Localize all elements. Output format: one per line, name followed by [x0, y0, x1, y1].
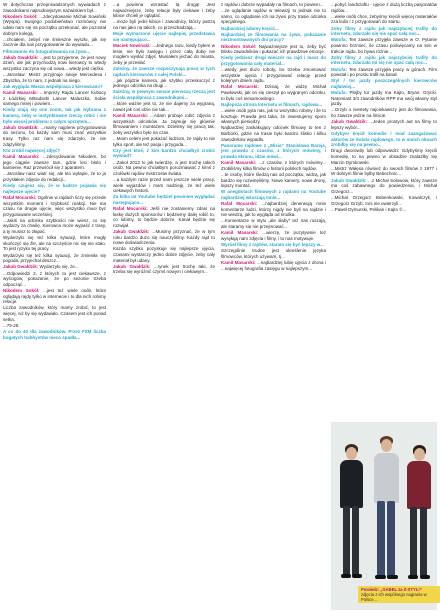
paragraph	[3, 37, 106, 48]
speaker-name: Nikodem Sokół:	[221, 43, 257, 49]
paragraph	[3, 107, 106, 124]
article-column-4	[331, 2, 437, 420]
paragraph-text: W dotychczas przeprowadzonych wywiadach z zawodnikami najtrudniejszym nazwiskiem był...	[3, 2, 106, 13]
paragraph-text: Najważniejsze jest to, żeby być blisko zawodników i pokazać ich prawdziwe emocje.	[221, 43, 326, 55]
paragraph	[221, 143, 326, 160]
speaker-name: Maciek Nowiński:	[113, 42, 151, 48]
paragraph-text: ...wierzę, że pozytywnie też wysyłają nam zdjęcia i filmy, i to nas motywuje.	[221, 230, 326, 241]
paragraph-text: ...Jeden prostych aut na filmy to lepszy wybór...	[331, 119, 437, 130]
speaker-name: Nikodem Sokół:	[3, 287, 40, 293]
paragraph	[331, 78, 437, 89]
paragraph	[221, 160, 326, 171]
paragraph-text: ...Zakoł 2013 to jak twierdzę, a jest trochę takich osób. Na pewno chciałbym porozmawiać z kimś z czołówki rajdów mistrzostw świata.	[113, 159, 215, 176]
paragraph	[3, 49, 106, 55]
paragraph	[3, 323, 106, 329]
interview-question: Za kilka lat Youtube będzie/ powinien wyglądać następująco...	[113, 194, 215, 205]
paragraph-text: ...Komentarze w stylu „ale słaby” też nas ruszają, ale staramy się nie przejmować...	[221, 218, 326, 230]
paragraph	[113, 31, 215, 42]
speaker-name: Kamil Masarski:	[221, 230, 259, 236]
paragraph-text: ...z Michał Sołowow, który zawsze ma coś zabawnego do powiedzenia, i Michał Grzegorz...	[331, 177, 437, 194]
speaker-name: Kamil Masarski:	[3, 90, 38, 96]
paragraph	[3, 264, 106, 270]
paragraph	[221, 230, 326, 241]
paragraph-text: ...wtedy jest dużo roboty, bo trzeba zmontować wszystkie ujęcia i przygotować relację przed kolejnym dniem rajdu.	[221, 67, 326, 84]
paragraph-text: ...zdecydowanie Nikodem, bo jego ciągnie zawsze tam, gdzie leci błoto i kamienie. Raz przewrócił się z aparatem.	[3, 153, 106, 171]
paragraph-text: Ten zawsze przyjęła pracy w górach. Film powstał i po prostu trafił na kanał.	[331, 66, 437, 78]
interview-question: Jakub Gwałdzik:	[331, 177, 367, 183]
paragraph-text: ...może byli jedni kibice i zawodnicy, którzy patrzą na nas jako na takich, co przeszkadzają...	[113, 19, 215, 30]
speaker-name: Nikodem Sokół:	[3, 13, 38, 19]
paragraph	[331, 166, 437, 177]
paragraph	[3, 271, 106, 288]
paragraph	[331, 90, 437, 107]
paragraph	[3, 183, 106, 194]
interview-question: Zoby filmy z rajdu jak najszybciej trafiły do internetu, zdarzało mi się nie spać całą noc...	[331, 54, 437, 66]
paragraph	[331, 67, 437, 78]
paragraph	[331, 107, 437, 118]
caption-title: Powiedz: „GABEL za Z-STYL!”	[361, 587, 422, 592]
paragraph	[113, 194, 215, 205]
paragraph-text: ...Imprezy Rajdu Lancer Kubacy z Łódzkiej Mitsubishi Lancer Maluszka. Sobie samego mniej i powiem...	[3, 90, 106, 107]
paragraph-text: ...Grzyb o niestety najciekawszy jest do filmowania, bo zawsze jedzie na limicie.	[331, 107, 437, 119]
paragraph	[3, 125, 106, 147]
paragraph	[221, 32, 326, 43]
person-2-figure	[371, 436, 401, 606]
paragraph-text: Plejby tor jazdy ma Kajto, Bryan, Grycki. Natomiast 3/4 zawodników RPP ma swój własny styl jazdy.	[331, 90, 437, 107]
paragraph-text: ...pobyć landszaftu - ujęcie z dużą liczbą pasjonatów rajdów...	[331, 2, 437, 13]
person-1-figure	[337, 442, 365, 602]
person-3-figure	[405, 444, 433, 604]
paragraph	[113, 160, 215, 177]
paragraph-text: ...wiele osób chce, żebyśmy kręcili więcej materiałów zza kulis i z przygotowań do startu.	[331, 13, 437, 25]
speaker-name: Jakub Gwałdzik:	[3, 54, 39, 60]
interview-question: Matufa:	[331, 66, 347, 72]
interview-question: A co do 40 dla zawodników. Przez FZM liczba bogatych hobbystów nieco spadła...	[3, 328, 106, 340]
interview-question: Czy jest ktoś, z kim bardzo chciałbyś zrobić wywiad?	[113, 147, 215, 159]
paragraph-text: Ogólnie w rajdach liczy się przede wszystkim moment i szybkość reakcji. Nie ma czasu na drugie ujęcie, więc wszystko musi być przygotowane wcześniej.	[3, 194, 106, 217]
interview-question: Kto zrobił najwięcej zdjęć?	[3, 147, 61, 153]
paragraph	[113, 43, 215, 65]
paragraph	[221, 8, 326, 25]
paragraph-text: Wydarzyło się też kilka sytuacji, które mogły skończyć się źle, ale na szczęście nic się nie stało. To jest ryzyko tej pracy.	[3, 235, 106, 252]
paragraph	[331, 14, 437, 25]
paragraph	[3, 84, 106, 90]
paragraph	[221, 201, 326, 218]
paragraph-text: ...Pawel Dymurski, Pelikan i Kajto ©...	[331, 206, 407, 212]
paragraph-text: ...wiele osób pyta nas, jak to wszystko robimy i ile to kosztuje. Prawda jest taka, że inwestujemy sporo własnych pieniędzy.	[221, 108, 326, 125]
interview-question: Moje wymarzone ujęcie najlepiej przedstawia się następująco...	[113, 31, 215, 42]
interview-question: Najbardziej lubimy kręcić...	[221, 25, 279, 31]
paragraph-text: ...a każdym razie przed nami jeszcze wiele pracy, wiele wyjazdów i mam nadzieję, że też wiele ciekawych historii.	[113, 176, 215, 194]
paragraph	[331, 119, 437, 130]
article-column-2	[113, 2, 215, 612]
interview-question: Najbardziej ze filmowania na żywo, pokazanie niezmontowanych dni pracy?	[221, 31, 326, 43]
paragraph-text: Jeśli nie zostaniemy zdani na łaskę dużych sponsorów i będziemy dalej robić to, co lubimy, to będzie dobrze. Kanał będzie się rozwijał.	[113, 206, 215, 228]
paragraph-text: ...zdecydowanie Michał Sowiński (Wyspa). Swojego podobieństwo rozmówcy nie udało nam się na początku przekonać, ale pozostał dobrym kolegą.	[3, 13, 106, 36]
paragraph	[113, 246, 215, 263]
speaker-name: Jakub Gwałdzik:	[3, 264, 39, 270]
paragraph	[3, 329, 106, 340]
article-column-1	[3, 2, 106, 612]
paragraph	[221, 102, 326, 108]
paragraph	[221, 125, 326, 142]
paragraph	[113, 2, 215, 19]
interview-question: Kiedy stają się one zoom, tak jak wybrana z kamerą, żeby w instynktowne rzeczy robić i nie było więcej problemu z całym sprzętem...	[3, 107, 106, 124]
speaker-name: Kamil Masarski:	[113, 113, 149, 119]
paragraph	[113, 19, 215, 30]
paragraph	[3, 195, 106, 217]
paragraph-text: Wydarzyło się też kilka sytuacji, że zmieniła się pogoda, przyjechał deszcz...	[3, 252, 106, 264]
speaker-name: Jakub Gwałdzik:	[113, 229, 150, 235]
photo-caption	[358, 586, 440, 603]
paragraph-text: Ten zawsze przyjęła zawsze w O. Pytanie powinno brzmieć, ile czasu poświęcamy na sen w trakcie rajdu, bo bywa różnie...	[331, 37, 437, 54]
paragraph-text: ...Michał Grzegorz Bebenkowski, Kowalczyk, i Grzegorz Grzyb. Inni nie uwierzyli...	[331, 194, 437, 206]
paragraph	[3, 72, 106, 83]
paragraph-text: ...najbardziej lubię ujęcia z drona i ...najwięcej fotografia zasięgu w najlepszym...	[221, 260, 326, 271]
paragraph-text: ...Mistrz Wałęsa również do swoich filmów z 1977 i W dobrym filmie byłby Bebechnic...	[331, 165, 437, 177]
paragraph	[3, 90, 106, 107]
speaker-name: Rafał Mocarski:	[3, 194, 37, 200]
interview-question: Styl / tor jazdy poszczególnych kierowców najłatwiej...	[331, 78, 437, 89]
paragraph	[113, 101, 215, 112]
paragraph-text: ...z czasów, z których mówimy... Zrobiliśmy kilka filmów o historii polskich rajdów.	[221, 160, 326, 171]
paragraph	[113, 148, 215, 159]
paragraph	[221, 189, 326, 200]
paragraph	[221, 218, 326, 229]
speaker-name: Kamil Masarski:	[221, 260, 256, 265]
speaker-name: Jakub Gwałdzik:	[3, 124, 39, 130]
paragraph	[331, 26, 437, 37]
paragraph	[221, 67, 326, 84]
paragraph	[331, 178, 437, 195]
paragraph	[113, 66, 215, 77]
speaker-name: Jakub Gwałdzik:	[331, 119, 368, 125]
speaker-name: Kamil Masarski:	[221, 160, 257, 166]
paragraph	[3, 235, 106, 252]
paragraph	[221, 172, 326, 189]
paragraph-text: ...Moim celem jest pokazać ludziom, że rajdy to nie tylko sport, ale też pasja i przygoda...	[113, 136, 215, 147]
paragraph	[3, 171, 106, 182]
paragraph	[221, 242, 326, 248]
interview-question: Najlepsza strona Internetu w filmach, rajdowa...	[221, 101, 323, 107]
paragraph-text: ...chciałem, żebyś nie śmieszne wyszło, jak się zacznie dla nas przygotowanie do wywiadu...	[3, 36, 106, 48]
interview-question: Panoramę rajdowe z „Misia” Stanisława Bareja, jest prawda z czasów, z których mówimy, i prawda ekranu, idzie mówi...	[221, 142, 326, 159]
speaker-name: Jakub Gwałdzik:	[113, 263, 151, 269]
paragraph-text: ...Jaroslaw nasz wiatr się, ale kto wyłapie, że to ja przysłałem zdjęcie do redakcji...	[3, 171, 106, 182]
paragraph-text: Szczególnie trudne jest określenie języka filmowców, których używam, tj...	[221, 248, 326, 259]
paragraph-text: Liczba zawodników, który mamy zrobić, to jest więcej, niż by się wydawało. Czasem jest ich ponad setka.	[3, 305, 106, 322]
caption-text: zdjęcia z ich wspólnego nagrania w Polsce...	[361, 592, 427, 602]
paragraph	[113, 136, 215, 147]
paragraph	[113, 89, 215, 100]
paragraph	[3, 305, 106, 322]
paragraph	[3, 2, 106, 13]
paragraph-text: ...jest też wiele osób, które oglądają rajdy tylko w internecie i to dla nich robimy relacje.	[3, 287, 106, 305]
paragraph	[331, 37, 437, 54]
team-photo	[331, 422, 437, 610]
paragraph-text: ...najbardziej denerwują mnie komentarze ludzi, którzy nigdy nie byli na rajdzie i nie wiedzą, jak to wygląda od środka.	[221, 201, 326, 218]
paragraph	[3, 288, 106, 305]
interview-question: Kiedy czujesz się, że w kadrze pojawia się najlepsze ujęcie?	[3, 183, 106, 194]
paragraph	[221, 55, 326, 66]
paragraph-text: ...a powinna wzrastać tą drogą! Jest najważniejsze, żeby relacje były ciekawe i żeby kibice chcieli je oglądać.	[113, 2, 215, 19]
paragraph	[221, 84, 326, 101]
paragraph-text: z rajdów i dobrze wypadały na filmach, to powiem...	[221, 2, 324, 7]
paragraph-text: Najbardziej zaskakujący odcinek filmowy to ten z Barbórki, gdzie na trasie było bardzo ślisko i kilku zawodników wypadło.	[221, 125, 326, 142]
interview-question: Matufa:	[331, 90, 347, 96]
paragraph	[113, 113, 215, 135]
paragraph-text: ...Jakiś na odcinku szybkości nie wiesz, co się wydarzy za chwilę. Kierowca może wypaść z trasy, a ty musisz to złapać.	[3, 217, 106, 235]
paragraph-text: ...które ważne jest to, że nie dajemy za wygraną, nawet jak coś idzie nie tak...	[113, 101, 215, 112]
paragraph-text: ...Jednego razu, kiedy byłem w lesie, nie było zasięgu i przez całą dobę nie mogłem wysłać zdjęć. Musiałem jechać do miasta, żeby je przesłać.	[113, 42, 215, 65]
paragraph	[331, 2, 437, 13]
paragraph	[331, 131, 437, 148]
paragraph-text: Wydarzyło się, że...	[38, 264, 79, 270]
paragraph	[3, 253, 106, 264]
paragraph-text: ...Jaroslaw: Mistrz przyjmuje swoje Mercedesa i Zbyszka, że to nam, z jednak na niego.	[3, 72, 106, 83]
paragraph-text: ...75-25.	[3, 322, 20, 328]
paragraph-text: ...Adam probuje robić zdjęcia z wszystkich odcinków. Ja zajmuję się głównie filmowaniem i montażem. Dzielimy się pracą tak, żeby wszystko było na czas.	[113, 113, 215, 135]
paragraph	[3, 55, 106, 72]
interview-question: Matufa:	[331, 37, 347, 43]
paragraph	[221, 108, 326, 125]
paragraph	[331, 207, 437, 213]
interview-question: W anegdotach filmowych z rajdami na Youtube najbardziej wkurzają mnie...	[221, 189, 326, 200]
speaker-name: Rafał Mocarski:	[113, 206, 148, 212]
interview-question: Zależny, w pewnym sensie pierwszą rzeczą jest ścisła współpraca z zawodnikami...	[113, 89, 215, 101]
paragraph	[221, 260, 326, 271]
speaker-name: Rafał Mocarski:	[221, 84, 259, 90]
interview-question: Zależny, że zawsze rozpoczynają pracę w tych rajdach kierowców z całej Polski...	[113, 65, 215, 77]
paragraph-text: Kazda szybko pozyskuje się najlepsze ujęcia, czasami wystarczy jedno dobre zdjęcie, żeby cały materiał był udany.	[113, 246, 215, 263]
interview-question: Wyrósł filmy z rajdów, staram się być lepszy w...	[221, 242, 324, 248]
paragraph	[3, 14, 106, 36]
paragraph-text: ...rynek jest trochę taki, że trzeba się wyróżnić czymś nowym i ciekawym...	[113, 263, 215, 275]
paragraph-text: ...Musimy przyznać, że w tym roku bardzo dużo się nauczyliśmy. Każdy rajd to nowe doświadczenia.	[113, 229, 215, 246]
paragraph	[113, 78, 215, 89]
paragraph	[3, 148, 106, 154]
paragraph	[221, 248, 326, 259]
paragraph-text: ...jak pójdzie kamera, jak szybko przeskoczyć z jednego odcinka na drugi...	[113, 77, 215, 89]
article-column-3	[221, 2, 326, 612]
paragraph	[3, 154, 106, 171]
interview-question: Filmowanie do fotografowania na żywo...	[3, 48, 91, 54]
paragraph	[221, 44, 326, 55]
paragraph-text: Dzisiaj, że widzę Michał Pawłowski, jak on się cieszył po wygranym odcinku, to było coś niesamowitego.	[221, 84, 326, 101]
speaker-name: Rafał Mocarski:	[221, 201, 258, 207]
paragraph	[113, 264, 215, 275]
paragraph	[113, 206, 215, 228]
paragraph	[331, 195, 437, 206]
paragraph-text: ...Odpowiedzi 2, z których to jest ciekawsze, z wyścigów, pokazanie, że po sezonie trzeba odpocząć...	[3, 270, 106, 287]
paragraph	[221, 26, 326, 32]
interview-question: Kiedy jedziesz drugi wieczór na rajd i masz do przygotowania cały materiał...	[221, 55, 326, 66]
paragraph	[331, 55, 437, 66]
paragraph-text: ...mamy najpierw przygotowania do sezonu, bo każdy sam musi znać wszystkie trasy. Tylko raz nam się zdarzyło, że nie zdążyliśmy.	[3, 124, 106, 147]
paragraph	[221, 2, 326, 8]
interview-question: Gdybym kręcił komedie i miał zaangażować aktorów ze świata rajdowego, to w moich oknach zrobiłby się na pewno...	[331, 131, 437, 148]
paragraph-text: ...te osoby, które śledzą nas od początku, widzą, jak bardzo się rozwinęliśmy. Nowe kamery, nowe drony, lepszy montaż.	[221, 171, 326, 189]
paragraph	[113, 177, 215, 194]
interview-question: Jak wygląda Wasza współpraca z kierowcami?	[3, 83, 103, 89]
interview-question: Zoby filmy z rajdu jak najszybciej trafiły do internetu, zdarzało się nie spać całą noc...	[331, 25, 437, 37]
speaker-name: Kamil Masarski:	[3, 153, 40, 159]
paragraph	[113, 229, 215, 246]
paragraph	[3, 218, 106, 235]
paragraph-text: ...że oglądanie rajdów w telewizji to jednak nie to samo, co oglądanie ich na żywo przy trasie odcinka specjalnego.	[221, 8, 326, 25]
paragraph-text: ...jest to przyjemne, że jest nowy dzień, ale jak przychodzą nowi kierowcy to wtedy wszystko zaczyna się od nowa... wtedy jest ciężko.	[3, 54, 106, 71]
paragraph	[331, 148, 437, 165]
paragraph-text: Drugi dworowity lub odpowiedzi: Gdybyśmy kręcili komedię, to na pewno w obsadzie znalazłby się Marcin Dymkowski.	[331, 148, 437, 165]
